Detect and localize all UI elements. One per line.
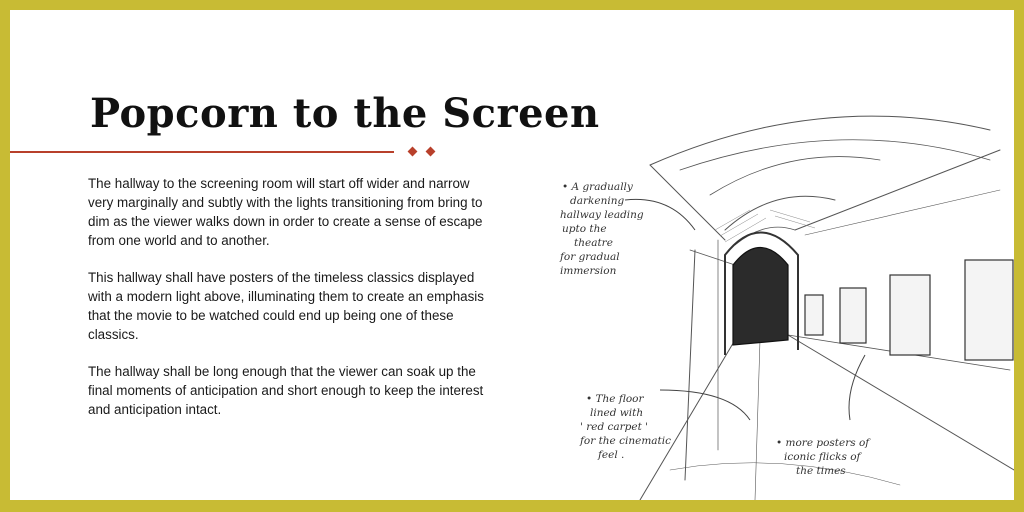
annotation-floor: • The floor lined with ' red carpet ' for the cinematic feel . <box>580 393 671 461</box>
paragraph-hallway-length: The hallway shall be long enough that the viewer can soak up the final moments of anticipation and short enough to keep the interest and anticipation intact. <box>88 364 484 417</box>
paragraph-hallway-width: The hallway to the screening room will start off wider and narrow very marginally and subtly with the lights transitioning from bring to dim as the viewer walks down in order to create a sense of escape from one world and to another. <box>88 176 483 248</box>
diamond-ornament <box>408 147 418 157</box>
annotation-posters: • more posters of iconic flicks of the times <box>776 437 870 477</box>
divider-line <box>10 151 394 153</box>
diamond-ornament <box>426 147 436 157</box>
annotation-hallway: • A gradually darkening hallway leading upto the theatre for gradual immersion <box>560 181 644 277</box>
hallway-sketch <box>520 90 1014 500</box>
description <box>88 174 488 437</box>
slide <box>10 10 1014 500</box>
paragraph-posters: This hallway shall have posters of the timeless classics displayed with a modern light above, illuminating them to create an emphasis that the movie to be watched could end up being one of these classics. <box>88 270 484 342</box>
page-title: Popcorn to the Screen <box>90 90 600 137</box>
